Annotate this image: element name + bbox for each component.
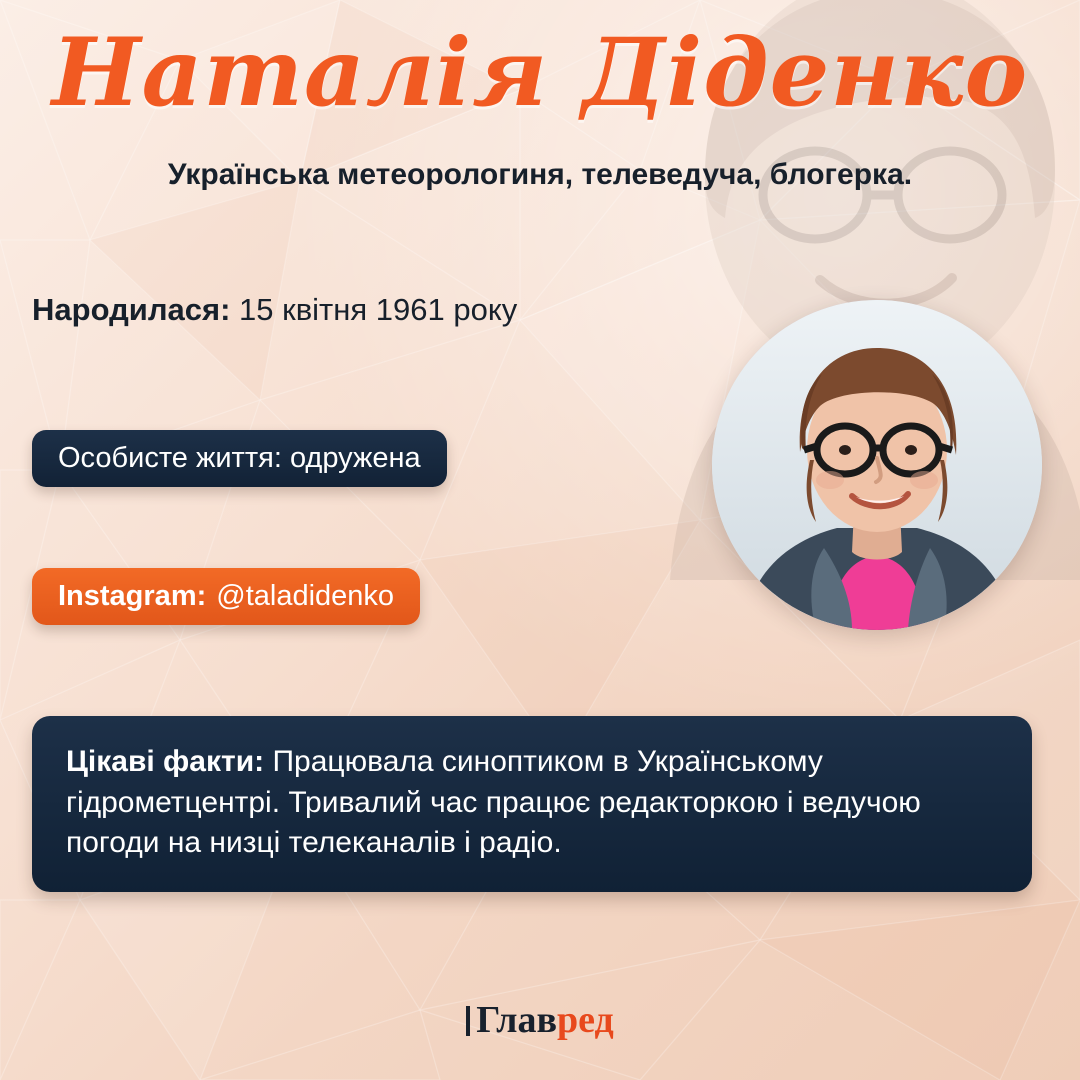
- brand-logo: [0, 998, 1080, 1042]
- instagram-handle: @taladidenko: [216, 580, 395, 612]
- personal-life-badge: [32, 430, 447, 487]
- facts-label: Цікаві факти:: [66, 745, 265, 778]
- born-value: 15 квітня 1961 року: [239, 292, 518, 327]
- facts-panel: [32, 716, 1032, 892]
- page-subtitle: Українська метеорологиня, телеведуча, блогерка.: [167, 158, 913, 191]
- page-title: Наталія Діденко: [51, 18, 1029, 128]
- personal-life-text: Особисте життя: одружена: [58, 442, 421, 474]
- instagram-badge[interactable]: [32, 568, 420, 625]
- born-label: Народилася:: [32, 292, 231, 327]
- logo-second-part: ред: [557, 999, 614, 1041]
- instagram-label: Instagram:: [58, 580, 207, 612]
- portrait-photo: [712, 300, 1042, 630]
- born-line: [32, 292, 517, 328]
- logo-cursor-icon: [466, 1006, 470, 1036]
- logo-first-part: Глав: [476, 999, 557, 1041]
- facts-text: Працювала синоптиком в Українському гідрометцентрі. Тривалий час працює редакторкою і ведучою погоди на низці телеканалів і радіо.: [66, 745, 921, 859]
